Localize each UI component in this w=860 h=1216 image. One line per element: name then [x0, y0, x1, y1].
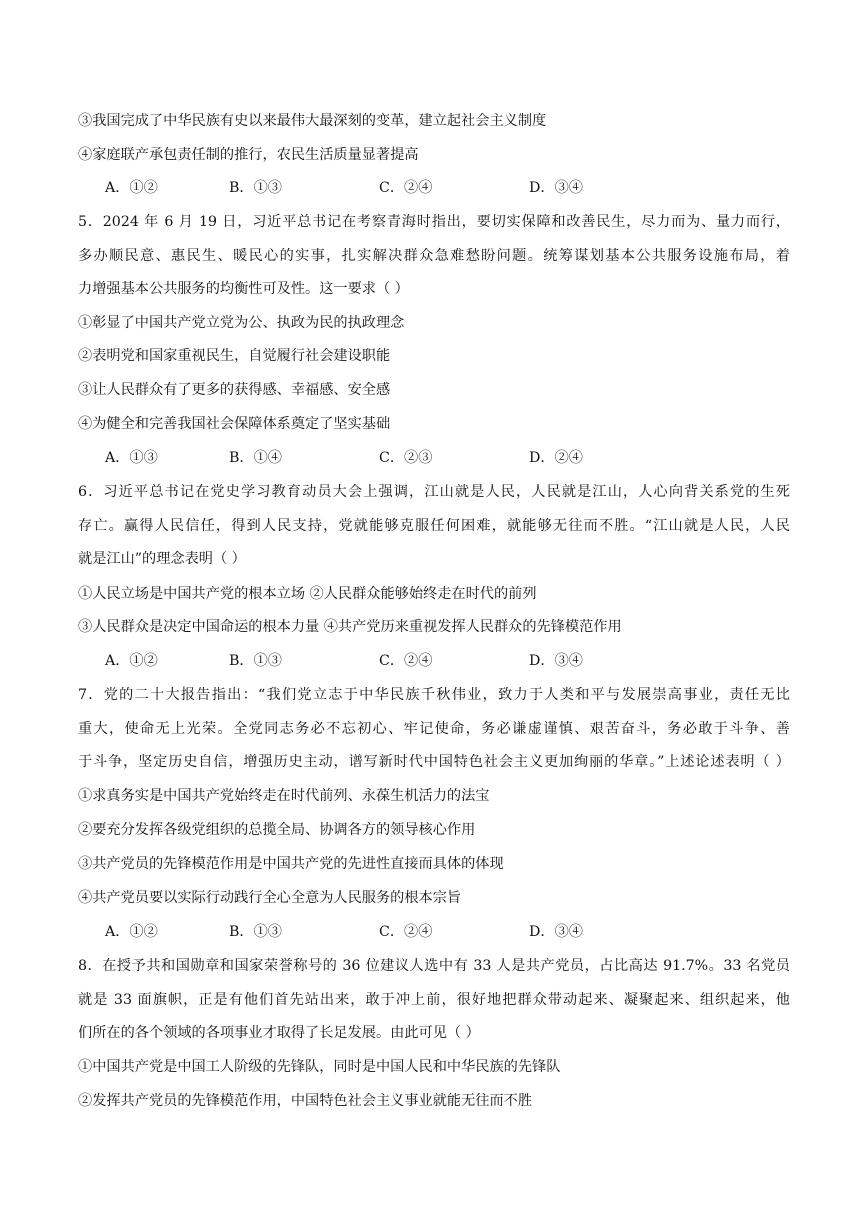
q6-items-line-2: ③人民群众是决定中国命运的根本力量 ④共产党历来重视发挥人民群众的先锋模范作用 [78, 619, 622, 635]
q5-options [105, 448, 705, 468]
q6-stem-line-1: 6．习近平总书记在党史学习教育动员大会上强调，江山就是人民，人民就是江山，人心向背关系党的生死 [78, 484, 790, 500]
q5-stem-line-2: 多办顺民意、惠民生、暖民心的实事，扎实解决群众急难愁盼问题。统筹谋划基本公共服务设施布局，着 [78, 248, 790, 264]
q7-option-b: B．①③ [229, 924, 282, 940]
q6-stem-line-2: 存亡。赢得人民信任，得到人民支持，党就能够克服任何困难，就能够无往而不胜。“江山就是人民，人民 [78, 518, 790, 534]
q7-option-d: D．③④ [529, 924, 583, 940]
q4-options [105, 178, 705, 198]
q7-item-3: ③共产党员的先锋模范作用是中国共产党的先进性直接而具体的体现 [78, 856, 504, 872]
q8-stem-line-3: 们所在的各个领域的各项事业才取得了长足发展。由此可见（ ） [78, 1025, 480, 1041]
q6-options [105, 651, 705, 671]
q7-options [105, 922, 705, 942]
q6-option-d: D．③④ [529, 653, 583, 669]
q5-stem-line-3: 力增强基本公共服务的均衡性可及性。这一要求（ ） [78, 281, 409, 297]
q7-option-a: A．①② [105, 924, 158, 940]
q4-option-a: A．①② [105, 180, 158, 196]
q5-item-4: ④为健全和完善我国社会保障体系奠定了坚实基础 [78, 416, 391, 432]
q4-item-3: ③我国完成了中华民族有史以来最伟大最深刻的变革，建立起社会主义制度 [78, 113, 547, 129]
q8-item-1: ①中国共产党是中国工人阶级的先锋队，同时是中国人民和中华民族的先锋队 [78, 1059, 561, 1075]
q4-option-d: D．③④ [529, 180, 583, 196]
q7-option-c: C．②④ [379, 924, 433, 940]
q4-item-4: ④家庭联产承包责任制的推行，农民生活质量显著提高 [78, 147, 419, 163]
q6-option-c: C．②④ [379, 653, 433, 669]
q5-option-b: B．①④ [229, 450, 282, 466]
q7-item-4: ④共产党员要以实际行动践行全心全意为人民服务的根本宗旨 [78, 890, 462, 906]
q7-stem-line-2: 重大，使命无上光荣。全党同志务必不忘初心、牢记使命，务必谦虚谨慎、艰苦奋斗，务必敢于斗争、善 [78, 721, 790, 737]
q7-stem-line-3: 于斗争，坚定历史自信，增强历史主动，谱写新时代中国特色社会主义更加绚丽的华章。”上述论述表明（ ） [78, 754, 790, 770]
q5-stem-line-1: 5．2024 年 6 月 19 日，习近平总书记在考察青海时指出，要切实保障和改善民生，尽力而为、量力而行， [78, 214, 790, 230]
q4-option-b: B．①③ [229, 180, 282, 196]
q5-item-2: ②表明党和国家重视民生，自觉履行社会建设职能 [78, 348, 391, 364]
q7-stem-line-1: 7．党的二十大报告指出：“我们党立志于中华民族千秋伟业，致力于人类和平与发展崇高事业，责任无比 [78, 687, 790, 703]
q8-item-2: ②发挥共产党员的先锋模范作用，中国特色社会主义事业就能无往而不胜 [78, 1093, 533, 1109]
q6-option-b: B．①③ [229, 653, 282, 669]
q8-stem-line-2: 就是 33 面旗帜，正是有他们首先站出来，敢于冲上前，很好地把群众带动起来、凝聚起来、组织起来，他 [78, 992, 790, 1008]
q5-item-3: ③让人民群众有了更多的获得感、幸福感、安全感 [78, 382, 391, 398]
q7-item-2: ②要充分发挥各级党组织的总揽全局、协调各方的领导核心作用 [78, 822, 476, 838]
q5-option-c: C．②③ [379, 450, 433, 466]
q8-stem-line-1: 8．在授予共和国勋章和国家荣誉称号的 36 位建议人选中有 33 人是共产党员，占比高达 91.7%。33 名党员 [78, 958, 790, 974]
q6-stem-line-3: 就是江山”的理念表明（ ） [78, 551, 246, 567]
q5-option-d: D．②④ [529, 450, 583, 466]
q7-item-1: ①求真务实是中国共产党始终走在时代前列、永葆生机活力的法宝 [78, 788, 490, 804]
q4-option-c: C．②④ [379, 180, 433, 196]
q6-items-line-1: ①人民立场是中国共产党的根本立场 ②人民群众能够始终走在时代的前列 [78, 586, 537, 602]
q5-item-1: ①彰显了中国共产党立党为公、执政为民的执政理念 [78, 315, 405, 331]
q6-option-a: A．①② [105, 653, 158, 669]
q5-option-a: A．①③ [105, 450, 158, 466]
